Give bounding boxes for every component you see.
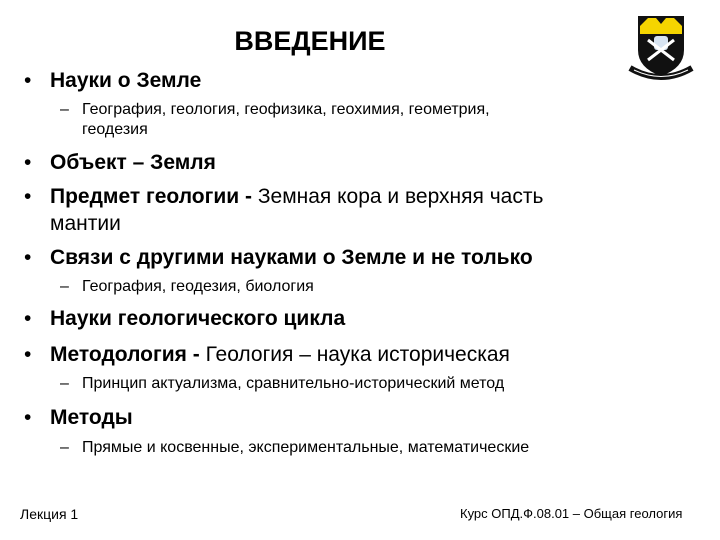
bullet-item: • Методы bbox=[24, 406, 133, 429]
bullet-item: • Методология - Геология – наука историческая bbox=[24, 343, 510, 366]
sub-item: – География, геодезия, биология bbox=[60, 278, 314, 295]
bullet-item: • Науки о Земле bbox=[24, 69, 202, 92]
sub-item: – Принцип актуализма, сравнительно-исторический метод bbox=[60, 375, 505, 392]
bullet-item: • Связи с другими науками о Земле и не только bbox=[24, 246, 533, 269]
university-crest-icon bbox=[626, 10, 696, 82]
bullet-item: • Науки геологического цикла bbox=[24, 307, 346, 330]
slide-title: ВВЕДЕНИЕ bbox=[234, 26, 386, 56]
sub-item: – Прямые и косвенные, экспериментальные, математические bbox=[60, 439, 530, 456]
sub-item: – География, геология, геофизика, геохимия, геометрия, геодезия bbox=[60, 101, 490, 138]
bullet-item: • Предмет геологии - Земная кора и верхняя часть мантии bbox=[24, 185, 544, 235]
footer-lecture: Лекция 1 bbox=[20, 506, 79, 522]
footer-course: Курс ОПД.Ф.08.01 – Общая геология bbox=[460, 506, 683, 521]
bullet-item: • Объект – Земля bbox=[24, 151, 216, 174]
